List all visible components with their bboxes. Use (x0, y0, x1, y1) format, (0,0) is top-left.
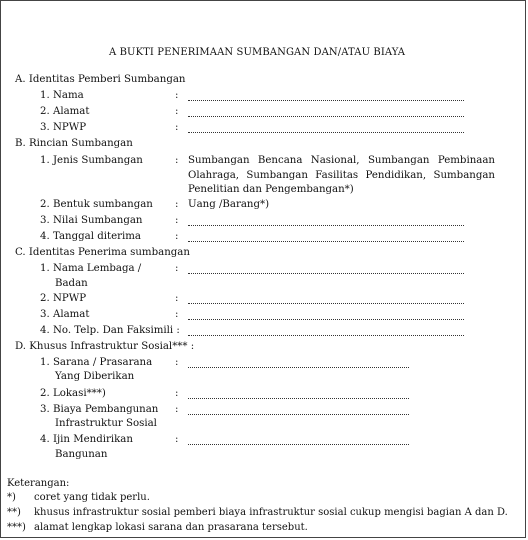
penerima-npwp-field[interactable] (188, 302, 464, 304)
note-mark: **) (7, 507, 21, 518)
colon: : (175, 309, 179, 320)
pemberi-nama-label: 1. Nama (40, 90, 84, 101)
lokasi-label: 2. Lokasi***) (40, 388, 106, 399)
colon: : (175, 231, 179, 242)
colon: : (175, 155, 179, 166)
section-a-heading: A. Identitas Pemberi Sumbangan (15, 74, 186, 85)
lokasi-field[interactable] (188, 397, 409, 399)
penerima-alamat-field[interactable] (188, 318, 464, 320)
section-d-heading: D. Khusus Infrastruktur Sosial*** : (15, 341, 195, 352)
note-text: alamat lengkap lokasi sarana dan prasarana tersebut. (34, 522, 308, 533)
biaya-pembangunan-label-line2: Infrastruktur Sosial (55, 418, 157, 429)
pemberi-nama-field[interactable] (188, 99, 464, 101)
tanggal-diterima-field[interactable] (188, 240, 464, 242)
colon: : (175, 90, 179, 101)
colon: : (175, 263, 179, 274)
telp-faks-label: 4. No. Telp. Dan Faksimili : (40, 325, 180, 336)
bentuk-sumbangan-label: 2. Bentuk sumbangan (40, 199, 153, 210)
pemberi-alamat-field[interactable] (188, 115, 464, 117)
biaya-pembangunan-label: 3. Biaya Pembangunan (40, 404, 159, 415)
colon: : (175, 357, 179, 368)
colon: : (175, 293, 179, 304)
ijin-mendirikan-label-line2: Bangunan (55, 449, 108, 460)
tanggal-diterima-label: 4. Tanggal diterima (40, 231, 141, 242)
ijin-mendirikan-label: 4. Ijin Mendirikan (40, 434, 133, 445)
pemberi-npwp-field[interactable] (188, 131, 464, 133)
telp-faks-field[interactable] (188, 334, 464, 336)
note-mark: ***) (7, 522, 26, 533)
form-title: A BUKTI PENERIMAAN SUMBANGAN DAN/ATAU BIAYA (109, 47, 406, 58)
nama-lembaga-label: 1. Nama Lembaga / (40, 263, 142, 274)
nilai-sumbangan-field[interactable] (188, 224, 464, 226)
section-b-heading: B. Rincian Sumbangan (15, 138, 133, 149)
pemberi-npwp-label: 3. NPWP (40, 122, 87, 133)
sarana-field[interactable] (188, 366, 409, 368)
note-text: coret yang tidak perlu. (34, 492, 150, 503)
penerima-npwp-label: 2. NPWP (40, 293, 87, 304)
notes-heading: Keterangan: (7, 478, 70, 489)
colon: : (175, 434, 179, 445)
jenis-sumbangan-label: 1. Jenis Sumbangan (40, 155, 143, 166)
pemberi-alamat-label: 2. Alamat (40, 106, 90, 117)
penerima-alamat-label: 3. Alamat (40, 309, 90, 320)
jenis-sumbangan-value: Sumbangan Bencana Nasional, Sumbangan Pembinaan Olahraga, Sumbangan Fasilitas Pendidikan, Sumbangan Penelitian dan Pengembangan*) (188, 155, 495, 195)
colon: : (175, 199, 179, 210)
colon: : (175, 106, 179, 117)
nilai-sumbangan-label: 3. Nilai Sumbangan (40, 215, 143, 226)
colon: : (175, 388, 179, 399)
biaya-pembangunan-field[interactable] (188, 413, 409, 415)
colon: : (175, 404, 179, 415)
sarana-label-line2: Yang Diberikan (55, 371, 135, 382)
nama-lembaga-label-line2: Badan (55, 278, 88, 289)
bentuk-sumbangan-value: Uang /Barang*) (188, 199, 270, 210)
note-mark: *) (7, 492, 16, 503)
ijin-mendirikan-field[interactable] (188, 443, 409, 445)
colon: : (175, 215, 179, 226)
nama-lembaga-field[interactable] (188, 272, 464, 274)
section-c-heading: C. Identitas Penerima sumbangan (15, 247, 190, 258)
sarana-label: 1. Sarana / Prasarana (40, 357, 153, 368)
note-text: khusus infrastruktur sosial pemberi biaya infrastruktur sosial cukup mengisi bagian A dan D. (34, 507, 508, 518)
colon: : (175, 122, 179, 133)
